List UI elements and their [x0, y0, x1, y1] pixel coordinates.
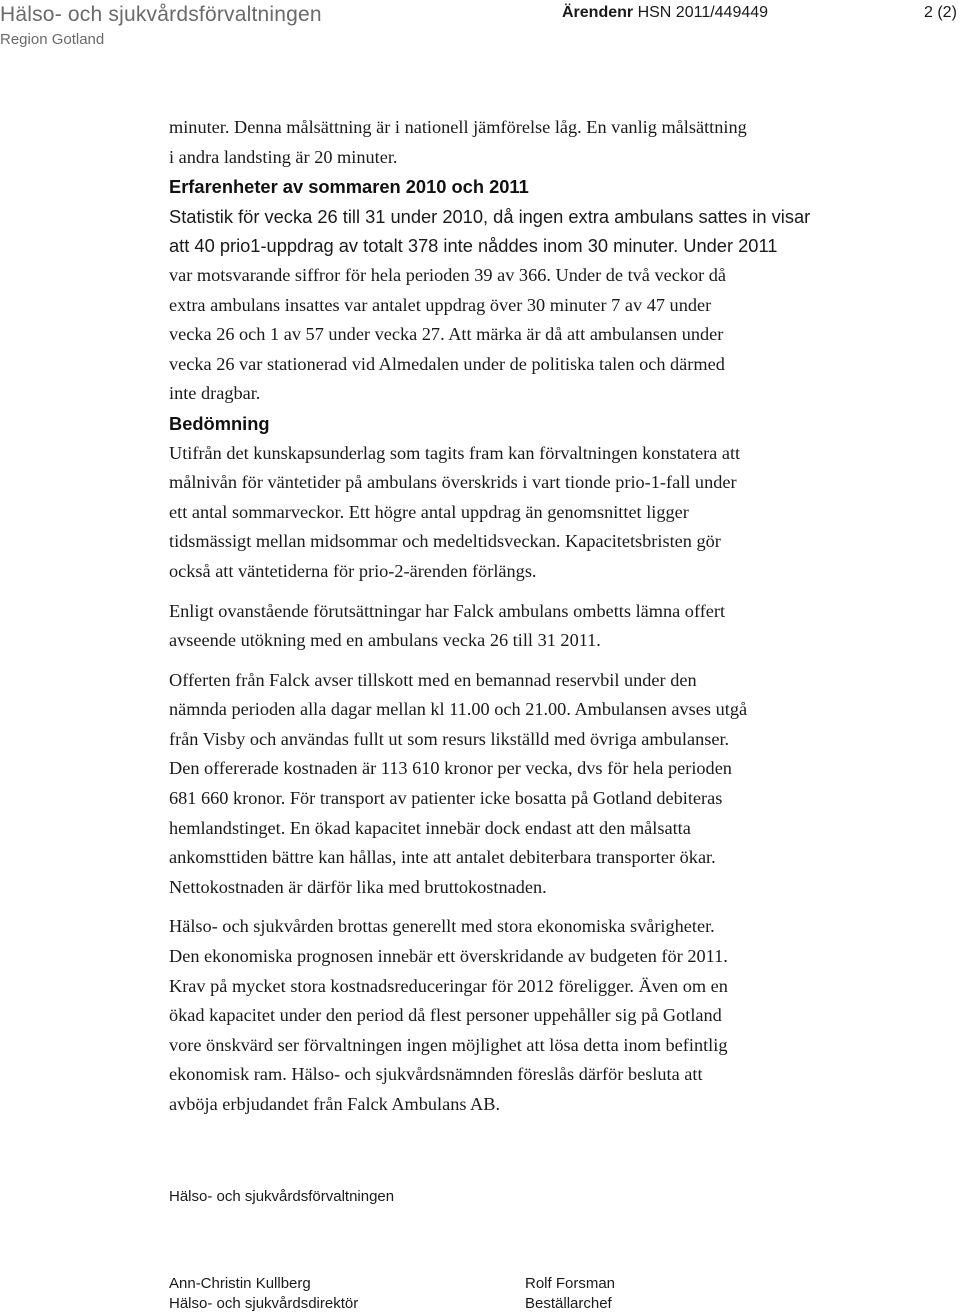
header-region: Region Gotland: [0, 31, 105, 48]
conclusion-paragraph: [169, 912, 839, 1119]
header-organization: Hälso- och sjukvårdsförvaltningen: [0, 3, 322, 26]
text-line: vecka 26 och 1 av 57 under vecka 27. Att märka är då att ambulansen under: [169, 324, 724, 345]
text-line: i andra landsting är 20 minuter.: [169, 146, 398, 167]
case-number: HSN 2011/449449: [637, 4, 769, 21]
text-line: Krav på mycket stora kostnadsreduceringar för 2012 föreligger. Även om en: [169, 975, 728, 996]
document-body: [169, 113, 839, 1120]
paragraph-gap: [169, 587, 839, 597]
text-line: Statistik för vecka 26 till 31 under 2010, då ingen extra ambulans sattes in visar: [169, 205, 811, 227]
signatory-title: Hälso- och sjukvårdsdirektör: [169, 1295, 359, 1312]
text-line: minuter. Denna målsättning är i nationell jämförelse låg. En vanlig målsättning: [169, 117, 747, 137]
text-line: vecka 26 var stationerad vid Almedalen under de politiska talen och därmed: [169, 353, 725, 374]
signature-block-director: [169, 1274, 358, 1314]
signature-block-orderer: [525, 1274, 615, 1314]
header-page-number: 2 (2): [924, 4, 957, 21]
text-line: Enligt ovanstående förutsättningar har Falck ambulans ombetts lämna offert: [169, 600, 726, 621]
assessment-paragraph: [169, 439, 839, 587]
text-line: ankomsttiden bättre kan hållas, inte att antalet debiterbara transporter ökar.: [169, 847, 716, 868]
text-line: ett antal sommarveckor. Ett högre antal uppdrag än genomsnittet ligger: [169, 501, 689, 522]
text-line: vore önskvärd ser förvaltningen ingen möjlighet att lösa detta inom befintlig: [169, 1034, 728, 1055]
paragraph-gap: [169, 656, 839, 666]
offer-request-paragraph: [169, 597, 839, 656]
signatory-title: Beställarchef: [525, 1295, 612, 1312]
text-line: från Visby och användas fullt ut som resurs likställd med övriga ambulanser.: [169, 728, 730, 749]
text-line: Nettokostnaden är därför lika med bruttokostnaden.: [169, 876, 547, 897]
signatory-name: Rolf Forsman: [525, 1275, 616, 1292]
case-label: Ärendenr: [562, 4, 634, 21]
paragraph-gap: [169, 902, 839, 912]
experiences-paragraph: [169, 202, 839, 409]
text-line: extra ambulans insattes var antalet uppdrag över 30 minuter 7 av 47 under: [169, 294, 712, 315]
text-line: var motsvarande siffror för hela perioden 39 av 366. Under de två veckor då: [169, 264, 727, 285]
text-line: inte dragbar.: [169, 383, 261, 404]
section-heading-experiences: Erfarenheter av sommaren 2010 och 2011: [169, 176, 529, 198]
section-heading-assessment: Bedömning: [169, 412, 270, 434]
text-line: 681 660 kronor. För transport av patienter icke bosatta på Gotland debiteras: [169, 788, 723, 809]
text-line: Den ekonomiska prognosen innebär ett överskridande av budgeten för 2011.: [169, 946, 728, 967]
text-line: tidsmässigt mellan midsommar och medeltidsveckan. Kapacitetsbristen gör: [169, 531, 721, 552]
text-line: Offerten från Falck avser tillskott med en bemannad reservbil under den: [169, 669, 697, 690]
offer-details-paragraph: [169, 666, 839, 903]
text-line: Den offererade kostnaden är 113 610 kronor per vecka, dvs för hela perioden: [169, 758, 732, 779]
text-line: Utifrån det kunskapsunderlag som tagits fram kan förvaltningen konstatera att: [169, 442, 741, 463]
text-line: ekonomisk ram. Hälso- och sjukvårdsnämnden föreslås därför besluta att: [169, 1064, 703, 1085]
text-line: avböja erbjudandet från Falck Ambulans AB.: [169, 1094, 501, 1114]
text-line: Hälso- och sjukvården brottas generellt med stora ekonomiska svårigheter.: [169, 916, 715, 937]
text-line: avseende utökning med en ambulans vecka 26 till 31 2011.: [169, 630, 601, 651]
text-line: målnivån för väntetider på ambulans överskrids i vart tionde prio-1-fall under: [169, 472, 737, 493]
header-case-number: [562, 4, 768, 22]
intro-paragraph: [169, 113, 839, 172]
text-line: nämnda perioden alla dagar mellan kl 11.00 och 21.00. Ambulansen avses utgå: [169, 699, 748, 720]
signatory-name: Ann-Christin Kullberg: [169, 1275, 311, 1292]
text-line: hemlandstinget. En ökad kapacitet innebär dock endast att den målsatta: [169, 817, 691, 838]
text-line: också att väntetiderna för prio-2-ärenden förlängs.: [169, 560, 537, 581]
footer-organization: Hälso- och sjukvårdsförvaltningen: [169, 1188, 395, 1205]
text-line: att 40 prio1-uppdrag av totalt 378 inte nåddes inom 30 minuter. Under 2011: [169, 235, 778, 257]
text-line: ökad kapacitet under den period då flest personer uppehåller sig på Gotland: [169, 1005, 722, 1026]
